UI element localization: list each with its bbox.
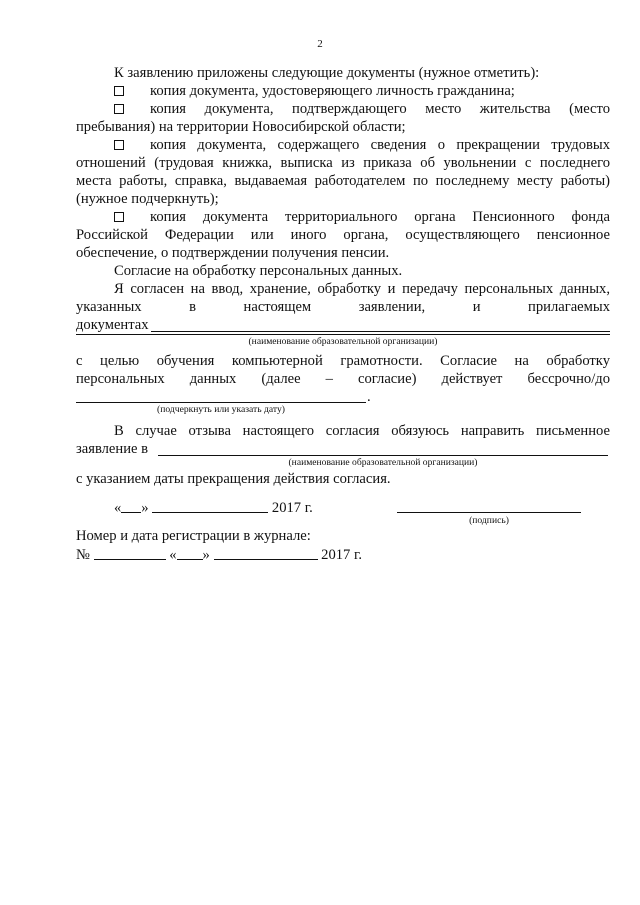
purpose-text: персональных данных (далее – согласие) действует бессрочно/до [76, 371, 610, 387]
page-number: 2 [317, 38, 323, 50]
org-name-fill-line-2[interactable] [158, 455, 608, 456]
registration-month-fill-line[interactable] [214, 545, 318, 560]
attachment-item-employment-cont: места работы, справка, выдаваемая работодателем по последнему месту работы) [76, 173, 610, 189]
date-fill-line[interactable] [76, 402, 366, 403]
caption-org-name: (наименование образовательной организации) [248, 336, 438, 347]
attachments-intro: К заявлению приложены следующие документы (нужное отметить): [114, 65, 540, 81]
checkbox[interactable] [114, 86, 124, 96]
revoke-text-to: заявление в [76, 441, 149, 457]
consent-text: указанных в настоящем заявлении, и прилагаемых [76, 299, 610, 315]
attachment-item-employment-cont: отношений (трудовая книжка, выписка из приказа об увольнении с последнего [76, 155, 610, 171]
checkbox[interactable] [114, 140, 124, 150]
checkbox[interactable] [114, 212, 124, 222]
attachment-item-pension-cont: Российской Федерации или иного органа, осуществляющего пенсионное [76, 227, 610, 243]
date-line: « » 2017 г. [114, 500, 313, 516]
caption-date: (подчеркнуть или указать дату) [157, 404, 285, 415]
registration-line: № « » 2017 г. [76, 547, 362, 563]
registration-label: Номер и дата регистрации в журнале: [76, 528, 311, 544]
attachment-item-pension: копия документа территориального органа Пенсионного фонда [76, 208, 610, 226]
signature-fill-line[interactable] [397, 512, 581, 513]
attachment-item-employment-cont: (нужное подчеркнуть); [76, 191, 219, 207]
attachment-item-employment: копия документа, содержащего сведения о прекращении трудовых [76, 136, 610, 154]
attachment-item-residence-cont: пребывания) на территории Новосибирской области; [76, 119, 406, 135]
consent-heading: Согласие на обработку персональных данных. [114, 263, 403, 279]
caption-org-name-2: (наименование образовательной организации) [288, 457, 478, 468]
registration-number-fill-line[interactable] [94, 545, 166, 560]
checkbox[interactable] [114, 104, 124, 114]
month-fill-line[interactable] [152, 498, 268, 513]
org-name-fill-line[interactable] [76, 334, 610, 335]
caption-signature: (подпись) [469, 515, 509, 526]
revoke-text: В случае отзыва настоящего согласия обязуюсь направить письменное [114, 423, 610, 439]
day-fill-line[interactable] [121, 498, 141, 513]
attachment-item-pension-cont: обеспечение, о подтверждении получения пенсии. [76, 245, 390, 261]
consent-text: Я согласен на ввод, хранение, обработку и передачу персональных данных, [114, 281, 610, 297]
period-end: . [367, 389, 371, 405]
documents-fill-line[interactable] [151, 331, 610, 332]
revoke-end: с указанием даты прекращения действия согласия. [76, 471, 391, 487]
attachment-item-identity: копия документа, удостоверяющего личность гражданина; [76, 82, 610, 100]
consent-text-documents: документах [76, 317, 149, 333]
purpose-text: с целью обучения компьютерной грамотности. Согласие на обработку [76, 353, 610, 369]
registration-day-fill-line[interactable] [177, 545, 203, 560]
attachment-item-residence: копия документа, подтверждающего место жительства (место [76, 100, 610, 118]
